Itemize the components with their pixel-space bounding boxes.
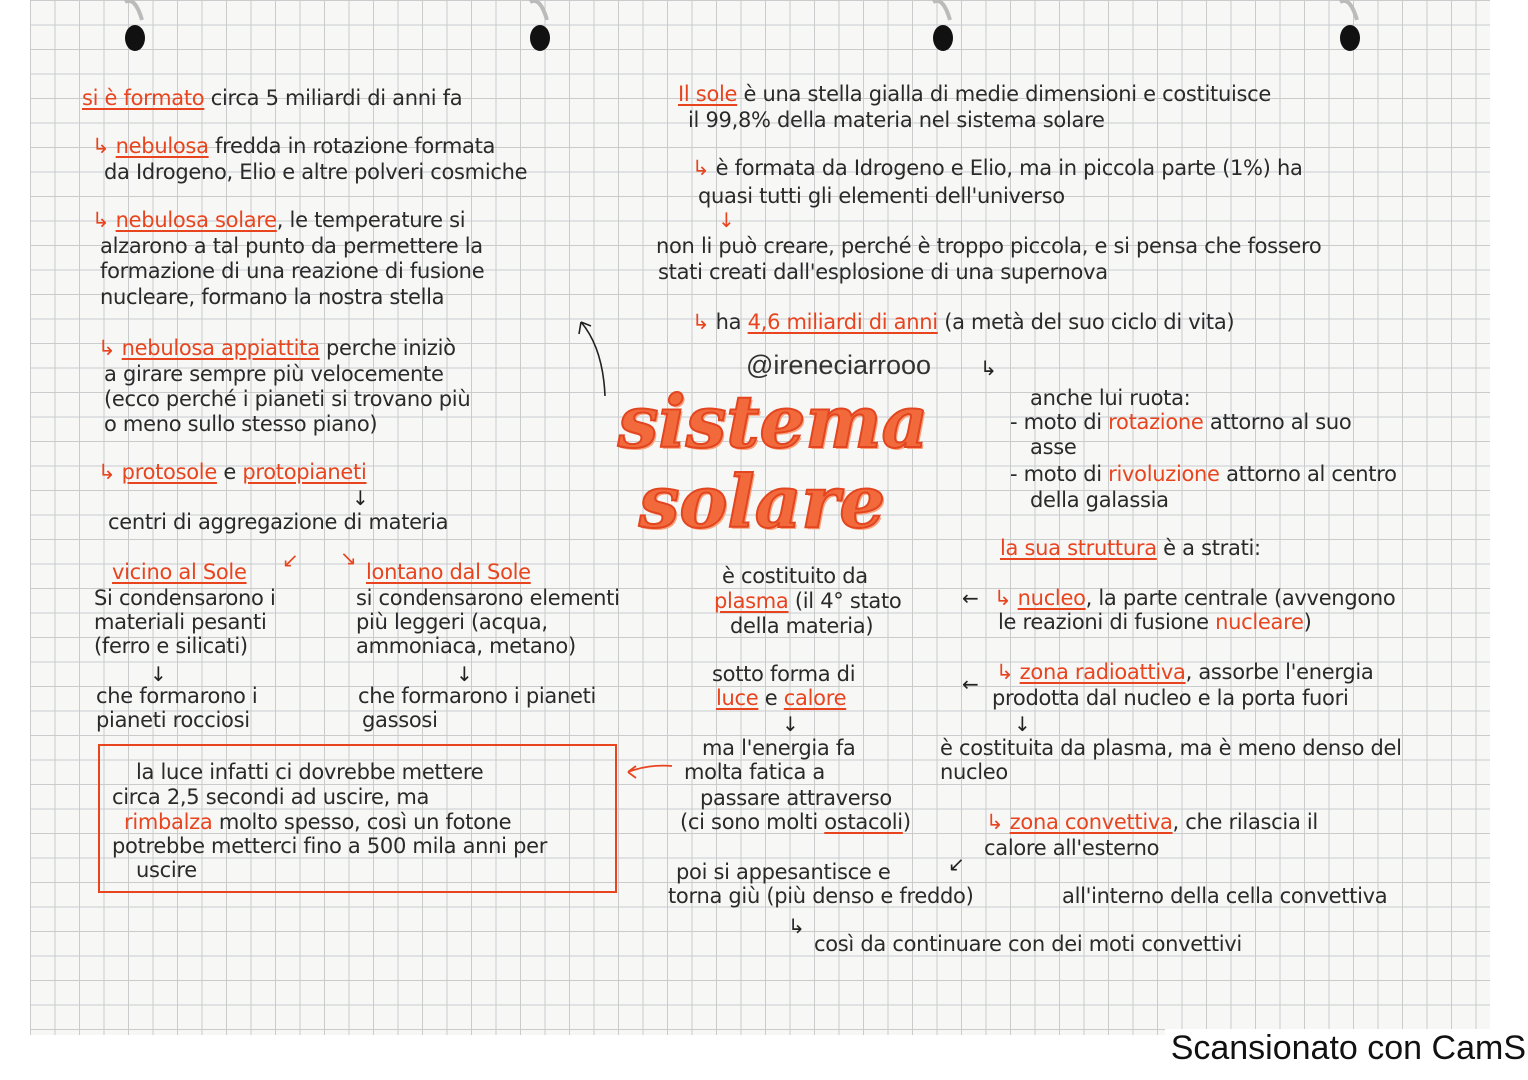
nebulosa-solare-line3: formazione di una reazione di fusione xyxy=(100,259,485,283)
lontano-result1: che formarono i pianeti xyxy=(358,684,597,708)
zona-convettiva: ↳ zona convettiva, che rilascia il xyxy=(986,810,1318,834)
plasma-line3: della materia) xyxy=(730,614,874,638)
box-line1: la luce infatti ci dovrebbe mettere xyxy=(136,760,484,784)
bullet-nebulosa-line2: da Idrogeno, Elio e altre polveri cosmiche xyxy=(104,160,528,184)
lontano-line1: si condensarono elementi xyxy=(356,586,620,610)
hook-arrow-icon: ↳ xyxy=(788,914,805,938)
lontano-dal-sole: lontano dal Sole xyxy=(366,560,531,584)
title-line-sistema: sistema xyxy=(617,379,929,464)
moto-rivoluzione-line2: della galassia xyxy=(1030,488,1169,512)
curve-arrow-icon: ↙ xyxy=(948,852,965,876)
binder-ring-icon xyxy=(928,0,958,56)
zona-radioattiva-line4: nucleo xyxy=(940,760,1008,784)
vicino-line3: (ferro e silicati) xyxy=(94,634,248,658)
lontano-line2: più leggeri (acqua, xyxy=(356,610,548,634)
centri-aggregazione: centri di aggregazione di materia xyxy=(108,510,449,534)
box-line5: uscire xyxy=(136,858,197,882)
formation-line: si è formato circa 5 miliardi di anni fa xyxy=(82,86,463,110)
arrow-down-right-icon: ↘ xyxy=(340,546,357,570)
fatica-line2: molta fatica a xyxy=(684,760,826,784)
composizione: ↳ è formata da Idrogeno e Elio, ma in piccola parte (1%) ha xyxy=(692,156,1303,180)
lontano-line3: ammoniaca, metano) xyxy=(356,634,576,658)
moto-rivoluzione: - moto di rivoluzione attorno al centro xyxy=(1010,462,1397,486)
author-handle: @ireneciarrooo xyxy=(746,350,931,380)
energia-forma: sotto forma di xyxy=(712,662,856,686)
arrow-to-title-icon xyxy=(575,318,615,398)
bullet-nebulosa-solare: ↳ nebulosa solare, le temperature si xyxy=(92,208,466,232)
vicino-line2: materiali pesanti xyxy=(94,610,267,634)
down-arrow-icon: ↓ xyxy=(782,712,799,736)
supernova-line2: stati creati dall'esplosione di una supernova xyxy=(658,260,1108,284)
down-arrow-icon: ↓ xyxy=(456,662,473,686)
composizione-line2: quasi tutti gli elementi dell'universo xyxy=(698,184,1065,208)
plasma-line1: è costituito da xyxy=(722,564,868,588)
down-arrow-icon: ↓ xyxy=(1014,712,1031,736)
moto-rotazione: - moto di rotazione attorno al suo xyxy=(1010,410,1352,434)
nucleo: ↳ nucleo, la parte centrale (avvengono xyxy=(994,586,1396,610)
vicino-result2: pianeti rocciosi xyxy=(96,708,250,732)
cella-convettiva: all'interno della cella convettiva xyxy=(1062,884,1388,908)
down-arrow-icon: ↓ xyxy=(352,486,369,510)
sole-intro-line2: il 99,8% della materia nel sistema solare xyxy=(688,108,1105,132)
appesantisce-line2: torna giù (più denso e freddo) xyxy=(668,884,974,908)
arrow-to-box-icon xyxy=(624,758,674,780)
box-line2: circa 2,5 secondi ad uscire, ma xyxy=(112,785,430,809)
bullet-nebulosa-appiattita: ↳ nebulosa appiattita perche iniziò xyxy=(98,336,456,360)
appiattita-line3: (ecco perché i pianeti si trovano più xyxy=(104,387,471,411)
appesantisce-line1: poi si appesantisce e xyxy=(676,860,891,884)
luce-calore: luce e calore xyxy=(716,686,847,710)
eta-sole: ↳ ha 4,6 miliardi di anni (a metà del suo ciclo di vita) xyxy=(692,310,1235,334)
supernova-line1: non li può creare, perché è troppo piccola, e si pensa che fossero xyxy=(656,234,1322,258)
scanner-watermark: Scansionato con CamS xyxy=(1165,1029,1526,1068)
vicino-result1: che formarono i xyxy=(96,684,258,708)
down-arrow-icon: ↓ xyxy=(150,662,167,686)
zona-convettiva-line2: calore all'esterno xyxy=(984,836,1160,860)
bullet-protosole: ↳ protosole e protopianeti xyxy=(98,460,367,484)
appiattita-line4: o meno sullo stesso piano) xyxy=(104,412,378,436)
nebulosa-solare-line2: alzarono a tal punto da permettere la xyxy=(100,234,483,258)
lontano-result2: gassosi xyxy=(362,708,438,732)
struttura: la sua struttura è a strati: xyxy=(1000,536,1261,560)
plasma-line2: plasma (il 4° stato xyxy=(714,589,902,613)
sole-intro: Il sole è una stella gialla di medie dimensioni e costituisce xyxy=(678,82,1271,106)
box-line3: rimbalza molto spesso, così un fotone xyxy=(124,810,512,834)
title-line-solare: solare xyxy=(638,459,886,544)
vicino-line1: Si condensarono i xyxy=(94,586,276,610)
nebulosa-solare-line4: nucleare, formano la nostra stella xyxy=(100,285,445,309)
down-arrow-icon: ↓ xyxy=(718,208,735,232)
moti-convettivi: così da continuare con dei moti convettivi xyxy=(814,932,1242,956)
left-arrow-icon: ← xyxy=(962,586,979,610)
fatica-line4: (ci sono molti ostacoli) xyxy=(680,810,911,834)
moto-rotazione-line2: asse xyxy=(1030,435,1077,459)
nucleo-line2: le reazioni di fusione nucleare) xyxy=(998,610,1312,634)
vicino-al-sole: vicino al Sole xyxy=(112,560,247,584)
zona-radioattiva-line3: è costituita da plasma, ma è meno denso del xyxy=(940,736,1402,760)
bullet-nebulosa: ↳ nebulosa fredda in rotazione formata xyxy=(92,134,496,158)
hook-arrow-icon: ↳ xyxy=(980,356,997,380)
fatica-line1: ma l'energia fa xyxy=(702,736,856,760)
ruota: anche lui ruota: xyxy=(1030,386,1191,410)
box-line4: potrebbe metterci fino a 500 mila anni per xyxy=(112,834,548,858)
arrow-down-left-icon: ↙ xyxy=(282,548,299,572)
binder-ring-icon xyxy=(120,0,150,56)
zona-radioattiva-line2: prodotta dal nucleo e la porta fuori xyxy=(992,686,1349,710)
binder-ring-icon xyxy=(1335,0,1365,56)
binder-ring-icon xyxy=(525,0,555,56)
zona-radioattiva: ↳ zona radioattiva, assorbe l'energia xyxy=(996,660,1374,684)
left-arrow-icon: ← xyxy=(962,672,979,696)
appiattita-line2: a girare sempre più velocemente xyxy=(104,362,444,386)
fatica-line3: passare attraverso xyxy=(700,786,892,810)
